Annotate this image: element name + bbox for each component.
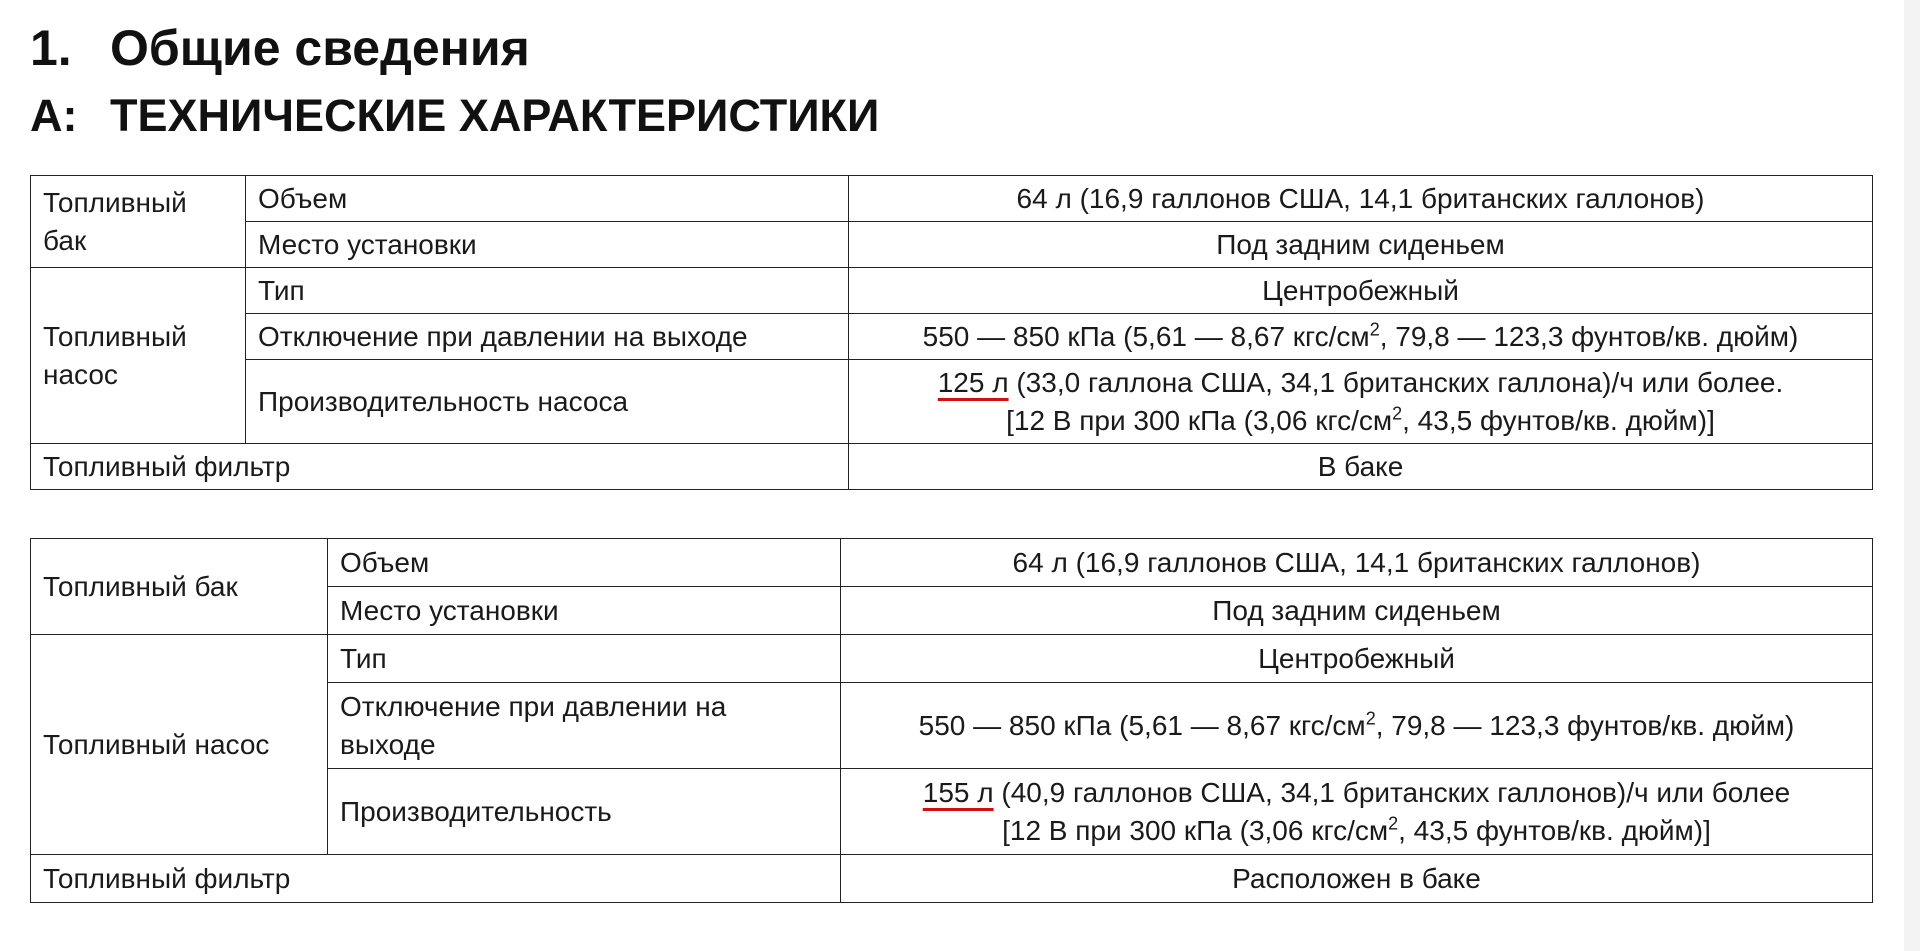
capacity-value-b1: [12 В при 300 кПа (3,06 кгс/см	[1006, 404, 1393, 436]
capacity-value-b2: , 43,5 фунтов/кв. дюйм)]	[1398, 814, 1711, 846]
fuel-pump-cell: Топливный насос	[31, 268, 246, 444]
cutoff-value-b: , 79,8 — 123,3 фунтов/кв. дюйм)	[1379, 320, 1799, 352]
section-title: Общие сведения	[110, 20, 530, 76]
capacity-value-a: (40,9 галлонов США, 34,1 британских галлонов)/ч или более	[993, 776, 1791, 808]
fuel-pump-cell: Топливный насос	[31, 635, 328, 855]
capacity-highlight: 155 л	[922, 776, 994, 808]
capacity-value-b1: [12 В при 300 кПа (3,06 кгс/см	[1002, 814, 1389, 846]
location-label: Место установки	[246, 222, 849, 268]
capacity-label: Производительность насоса	[246, 360, 849, 444]
volume-value: 64 л (16,9 галлонов США, 14,1 британских галлонов)	[849, 176, 1873, 222]
table-row	[31, 314, 1873, 360]
cutoff-label: Отключение при давлении на выходе	[246, 314, 849, 360]
subsection-letter: A:	[30, 90, 78, 141]
capacity-highlight: 125 л	[937, 366, 1009, 398]
section-number: 1.	[30, 20, 72, 76]
filter-label: Топливный фильтр	[31, 444, 849, 490]
cutoff-label: Отключение при давлении на выходе	[328, 683, 841, 769]
capacity-value-b2: , 43,5 фунтов/кв. дюйм)]	[1402, 404, 1715, 436]
volume-label: Объем	[246, 176, 849, 222]
capacity-sup: 2	[1392, 403, 1403, 424]
capacity-sup: 2	[1388, 813, 1399, 834]
capacity-value	[841, 769, 1873, 855]
page-header	[30, 18, 1870, 146]
subsection-title: ТЕХНИЧЕСКИЕ ХАРАКТЕРИСТИКИ	[110, 90, 880, 141]
spec-table-original	[30, 175, 1873, 490]
cutoff-value-a: 550 — 850 кПа (5,61 — 8,67 кгс/см	[922, 320, 1370, 352]
volume-label: Объем	[328, 539, 841, 587]
type-label: Тип	[328, 635, 841, 683]
cutoff-value	[849, 314, 1873, 360]
location-label: Место установки	[328, 587, 841, 635]
cutoff-value	[841, 683, 1873, 769]
type-value: Центробежный	[849, 268, 1873, 314]
cutoff-value-b: , 79,8 — 123,3 фунтов/кв. дюйм)	[1375, 709, 1795, 741]
cutoff-value-a: 550 — 850 кПа (5,61 — 8,67 кгс/см	[918, 709, 1366, 741]
filter-value: Расположен в баке	[841, 855, 1873, 903]
fuel-tank-cell: Топливный бак	[31, 539, 328, 635]
subsection-heading	[30, 86, 1870, 146]
scrollbar[interactable]	[1904, 0, 1920, 951]
table-row	[31, 222, 1873, 268]
location-value: Под задним сиденьем	[841, 587, 1873, 635]
table-row	[31, 539, 1873, 587]
volume-value: 64 л (16,9 галлонов США, 14,1 британских галлонов)	[841, 539, 1873, 587]
table-row	[31, 635, 1873, 683]
table-row	[31, 360, 1873, 444]
filter-value: В баке	[849, 444, 1873, 490]
table-row	[31, 444, 1873, 490]
filter-label: Топливный фильтр	[31, 855, 841, 903]
table-row	[31, 268, 1873, 314]
capacity-value-a: (33,0 галлона США, 34,1 британских галлона)/ч или более.	[1008, 366, 1784, 398]
type-label: Тип	[246, 268, 849, 314]
table-row	[31, 176, 1873, 222]
location-value: Под задним сиденьем	[849, 222, 1873, 268]
capacity-label: Производительность	[328, 769, 841, 855]
section-heading	[30, 18, 1870, 78]
cutoff-sup: 2	[1369, 319, 1380, 340]
spec-table-revised	[30, 538, 1873, 903]
capacity-value	[849, 360, 1873, 444]
table-row	[31, 855, 1873, 903]
type-value: Центробежный	[841, 635, 1873, 683]
cutoff-sup: 2	[1365, 708, 1376, 729]
fuel-tank-cell: Топливный бак	[31, 176, 246, 268]
